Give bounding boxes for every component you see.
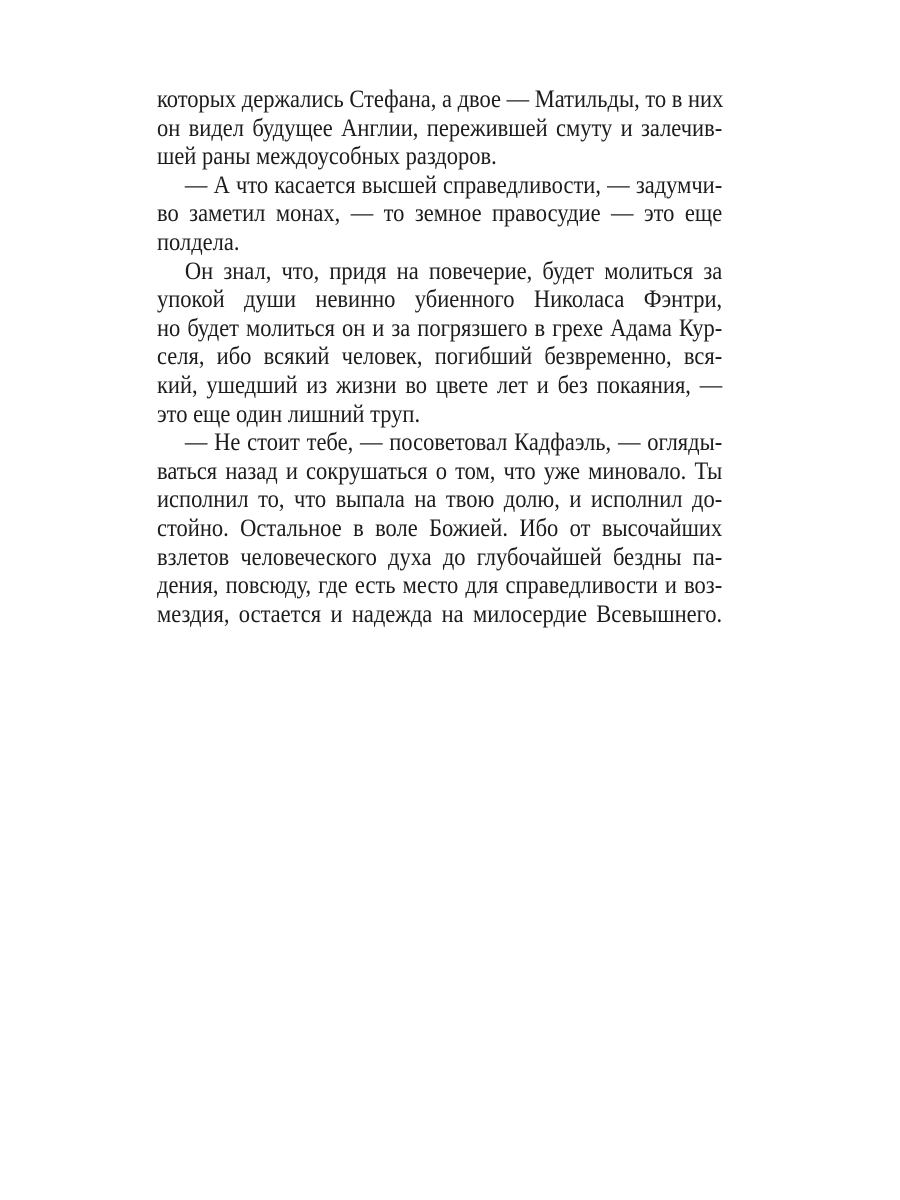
text-line: кий, ушедший из жизни во цвете лет и без покаяния, — <box>157 371 723 399</box>
text-line: он видел будущее Англии, пережившей смуту и залечив- <box>157 114 723 142</box>
text-line: во заметил монах, — то земное правосудие — это еще <box>157 200 723 228</box>
text-line: — Не стоит тебе, — посоветовал Кадфаэль, — огляды- <box>184 429 723 457</box>
text-line: которых держались Стефана, а двое — Матильды, то в них <box>157 86 724 113</box>
text-line: полдела. <box>157 228 240 256</box>
text-line: селя, ибо всякий человек, погибший безвременно, вся- <box>157 343 723 371</box>
text-line: ваться назад и сокрушаться о том, что уже миновало. Ты <box>157 457 723 485</box>
text-line: мездия, остается и надежда на милосердие Всевышнего. <box>157 600 723 628</box>
text-line: дения, повсюду, где есть место для справедливости и воз- <box>157 572 723 600</box>
text-line: но будет молиться он и за погрязшего в грехе Адама Кур- <box>157 314 723 342</box>
text-line: взлетов человеческого духа до глубочайшей бездны па- <box>157 543 723 571</box>
text-line: шей раны междоусобных раздоров. <box>157 143 497 171</box>
text-line: стойно. Остальное в воле Божией. Ибо от высочайших <box>157 514 723 542</box>
text-line: это еще один лишний труп. <box>157 400 421 428</box>
text-line: упокой души невинно убиенного Николаса Фэнтри, <box>157 286 723 314</box>
page-body-text <box>157 86 722 629</box>
text-line: исполнил то, что выпала на твою долю, и исполнил до- <box>157 486 723 514</box>
text-line: — А что касается высшей справедливости, — задумчи- <box>184 171 723 199</box>
text-line: Он знал, что, придя на повечерие, будет молиться за <box>184 257 723 285</box>
